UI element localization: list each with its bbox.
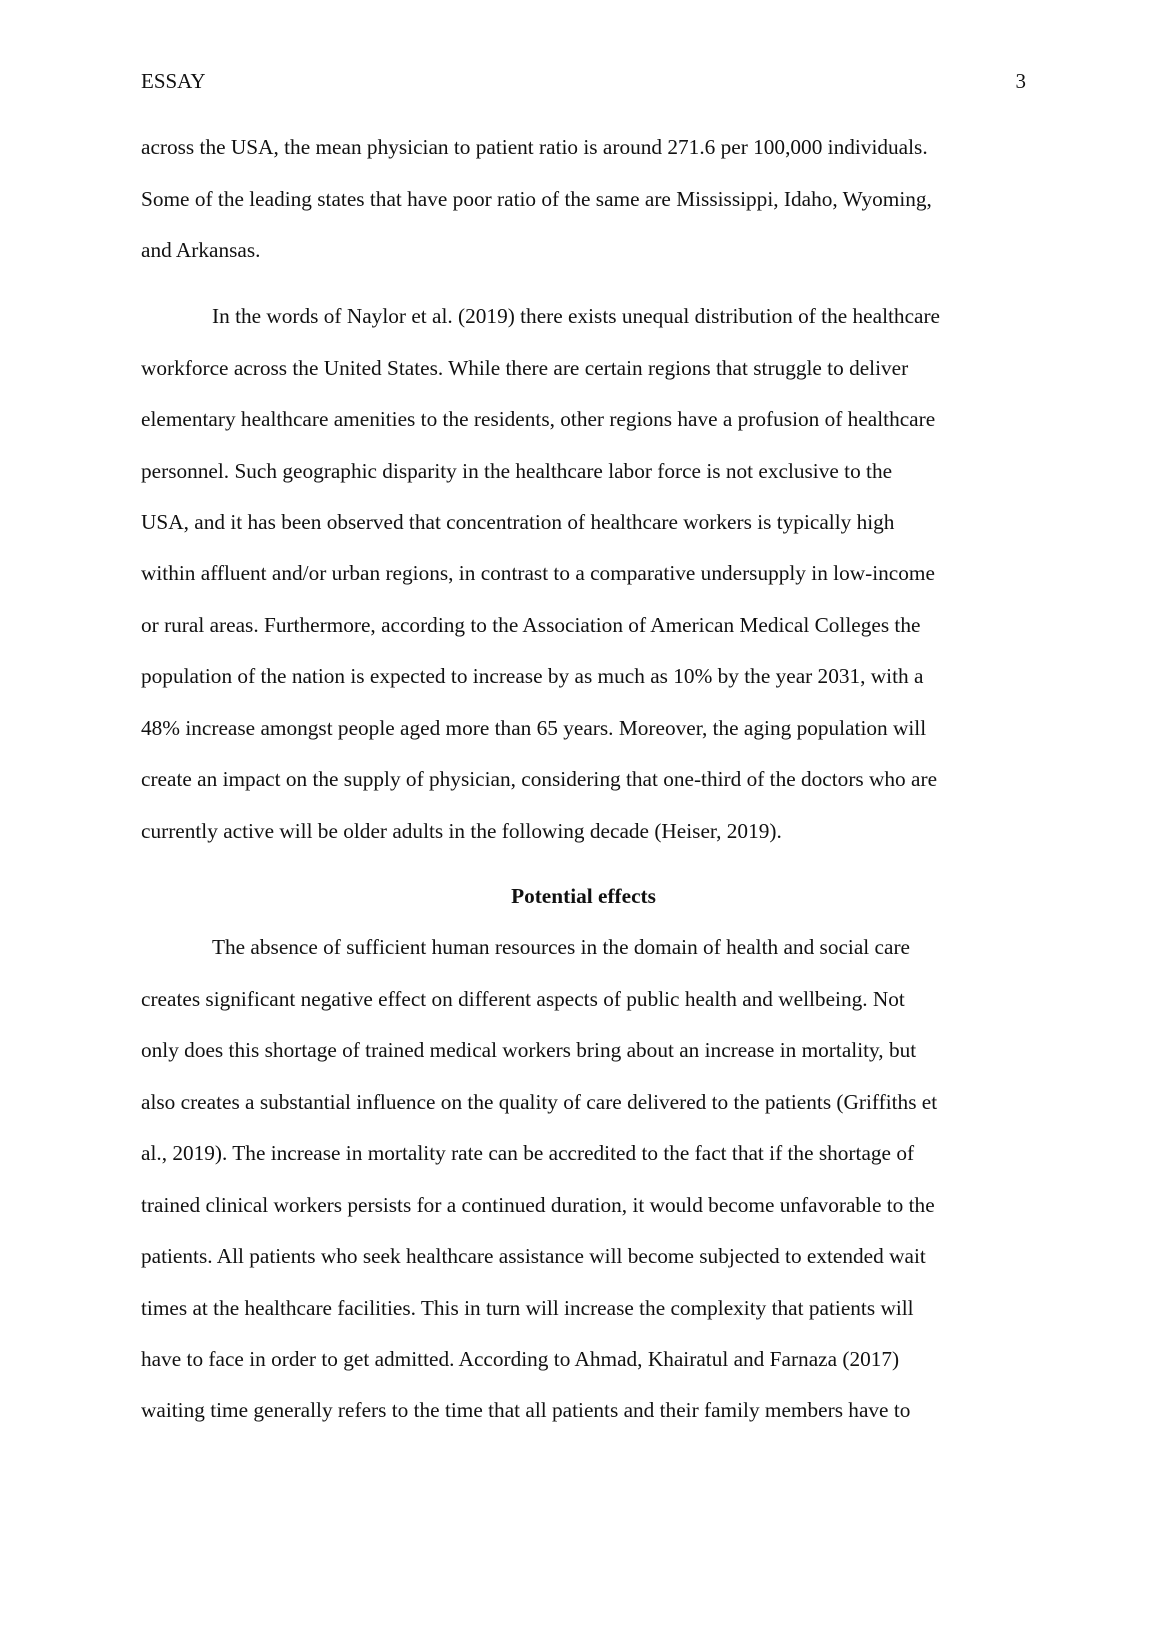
- page-number: 3: [1015, 69, 1026, 93]
- text-line: al., 2019). The increase in mortality rate can be accredited to the fact that if the shortage of: [141, 1141, 915, 1165]
- text-line: USA, and it has been observed that concentration of healthcare workers is typically high: [141, 510, 895, 534]
- text-line: creates significant negative effect on different aspects of public health and wellbeing. Not: [141, 987, 905, 1011]
- text-line: currently active will be older adults in the following decade (Heiser, 2019).: [141, 819, 782, 843]
- text-line: personnel. Such geographic disparity in the healthcare labor force is not exclusive to the: [141, 459, 893, 483]
- text-line: times at the healthcare facilities. This in turn will increase the complexity that patients will: [141, 1296, 914, 1320]
- text-line: In the words of Naylor et al. (2019) there exists unequal distribution of the healthcare: [212, 304, 941, 328]
- text-line: workforce across the United States. While there are certain regions that struggle to deliver: [141, 356, 909, 380]
- text-line: also creates a substantial influence on the quality of care delivered to the patients (Griffiths et: [141, 1090, 938, 1114]
- page-header: [141, 66, 1026, 96]
- running-head: ESSAY: [141, 69, 206, 93]
- text-line: waiting time generally refers to the time that all patients and their family members have to: [141, 1398, 911, 1422]
- text-line: and Arkansas.: [141, 238, 261, 262]
- text-line: have to face in order to get admitted. According to Ahmad, Khairatul and Farnaza (2017): [141, 1347, 900, 1371]
- text-line: across the USA, the mean physician to patient ratio is around 271.6 per 100,000 individuals.: [141, 135, 928, 159]
- text-line: or rural areas. Furthermore, according to the Association of American Medical Colleges the: [141, 613, 921, 637]
- text-line: create an impact on the supply of physician, considering that one-third of the doctors who are: [141, 767, 938, 791]
- text-line: only does this shortage of trained medical workers bring about an increase in mortality, but: [141, 1038, 917, 1062]
- section-heading: Potential effects: [511, 884, 656, 908]
- text-line: population of the nation is expected to increase by as much as 10% by the year 2031, with a: [141, 664, 924, 688]
- text-line: 48% increase amongst people aged more than 65 years. Moreover, the aging population will: [141, 716, 927, 740]
- text-line: patients. All patients who seek healthcare assistance will become subjected to extended wait: [141, 1244, 926, 1268]
- text-line: elementary healthcare amenities to the residents, other regions have a profusion of healthcare: [141, 407, 936, 431]
- text-line: Some of the leading states that have poor ratio of the same are Mississippi, Idaho, Wyoming,: [141, 187, 932, 211]
- text-line: trained clinical workers persists for a continued duration, it would become unfavorable to the: [141, 1193, 935, 1217]
- text-line: within affluent and/or urban regions, in contrast to a comparative undersupply in low-income: [141, 561, 935, 585]
- text-line: The absence of sufficient human resources in the domain of health and social care: [212, 935, 910, 959]
